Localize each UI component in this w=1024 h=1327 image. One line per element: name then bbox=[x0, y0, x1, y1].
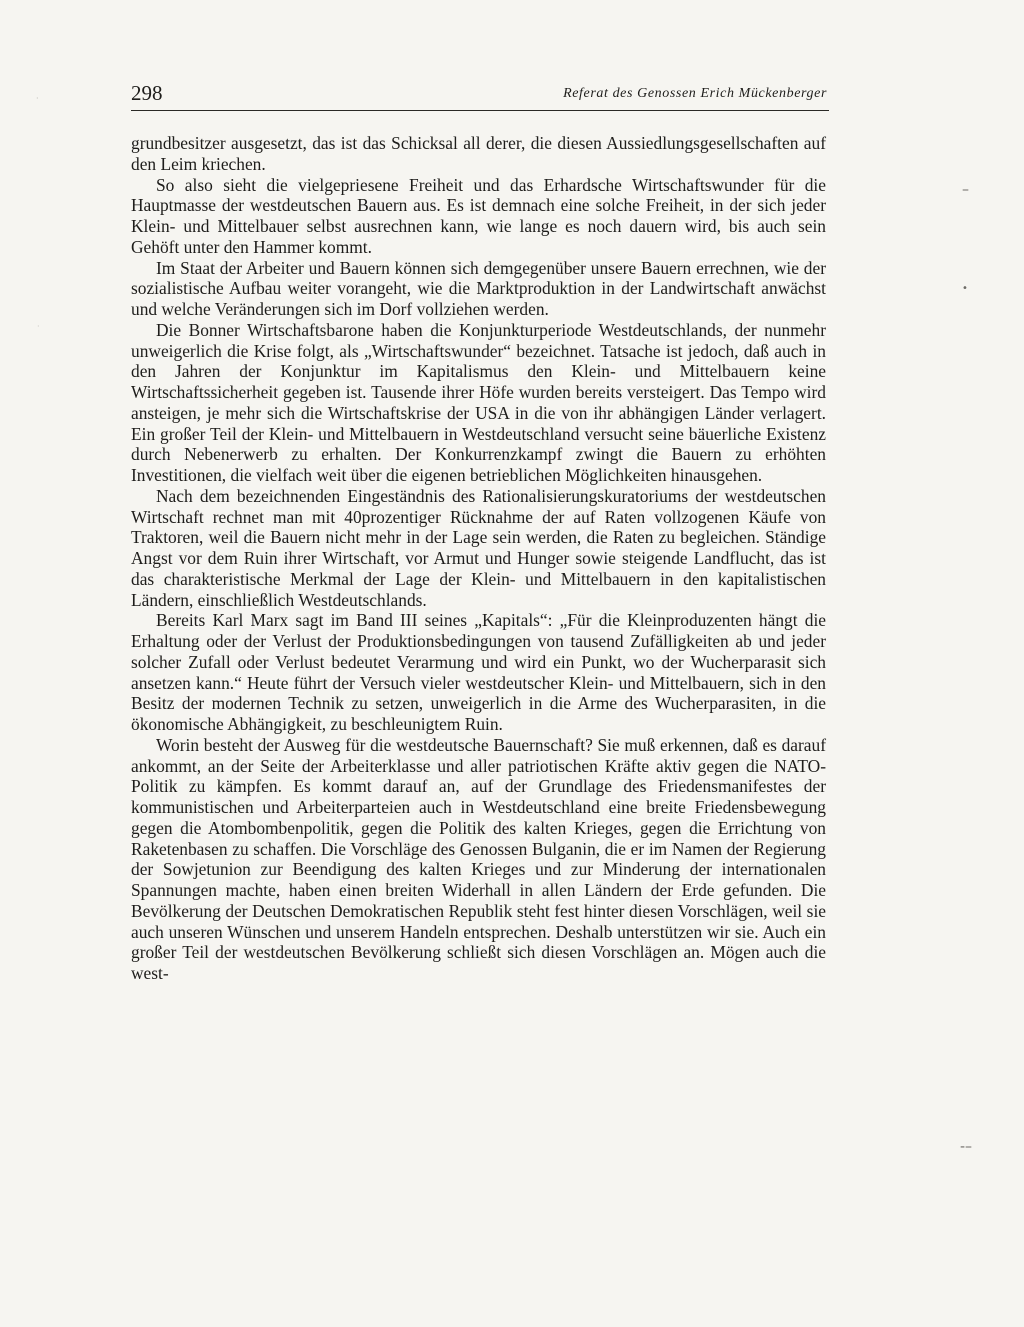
margin-speck-mark: · bbox=[37, 322, 40, 331]
page-header bbox=[131, 80, 829, 111]
margin-speck-mark: · bbox=[36, 94, 39, 103]
paragraph-staat-der-arbeiter: Im Staat der Arbeiter und Bauern können sich demgegenüber unsere Bauern errechnen, wie der sozialistische Aufbau weiter vorangeht, wie die Marktproduktion in der Landwirtschaft anwächst und welche Veränderungen sich im Dorf vollziehen werden. bbox=[131, 257, 826, 319]
paragraph-continued: grundbesitzer ausgesetzt, das ist das Schicksal all derer, die diesen Aussiedlungsgesellschaften auf den Leim kriechen. bbox=[131, 133, 826, 174]
paragraph-bonner-wirtschaftsbarone: Die Bonner Wirtschaftsbarone haben die Konjunkturperiode Westdeutschlands, der nunmehr unweigerlich die Krise folgt, als „Wirtschaftswunder“ bezeichnet. Tatsache ist jedoch, daß auch in den Jahren der Konjunktur im Kapitalismus den Klein- und Mittelbauern keine Wirtschaftssicherheit gegeben ist. Tausende ihrer Höfe wurden bereits versteigert. Das Tempo wird ansteigen, je mehr sich die Wirtschaftskrise der USA in die von ihr abhängigen Länder verlagert. Ein großer Teil der Klein- und Mittelbauern in Westdeutschland versucht seine bäuerliche Existenz durch Nebenerwerb zu erhalten. Der Konkurrenzkampf zwingt die Bauern zu erhöhten Investitionen, die vielfach weit über die eigenen betrieblichen Möglichkeiten hinausgehen. bbox=[131, 319, 826, 485]
margin-dash-mark: – bbox=[962, 182, 969, 198]
paragraph-freiheit: So also sieht die vielgepriesene Freiheit und das Erhardsche Wirtschaftswunder für die Hauptmasse der westdeutschen Bauern aus. Es ist demnach eine solche Freiheit, in der sich jeder Klein- und Mittelbauer selbst ausrechnen kann, wie lange es noch dauern wird, bis auch sein Gehöft unter den Hammer kommt. bbox=[131, 174, 826, 257]
running-head: Referat des Genossen Erich Mückenberger bbox=[563, 86, 827, 101]
margin-dash-mark: -– bbox=[960, 1139, 973, 1155]
body-text bbox=[131, 133, 826, 984]
paragraph-ausweg: Worin besteht der Ausweg für die westdeutsche Bauernschaft? Sie muß erkennen, daß es darauf ankommt, an der Seite der Arbeiterklasse und aller patriotischen Kräfte aktiv gegen die NATO-Politik zu kämpfen. Es kommt darauf an, auf der Grundlage des Friedensmanifestes der kommunistischen und Arbeiterparteien auch in Westdeutschland eine breite Friedensbewegung gegen die Atombombenpolitik, gegen die Politik des kalten Krieges, gegen die Errichtung von Raketenbasen zu schaffen. Die Vorschläge des Genossen Bulganin, die er im Namen der Regierung der Sowjetunion zur Beendigung des kalten Krieges und zur Minderung der internationalen Spannungen machte, haben einen breiten Widerhall in allen Ländern der Erde gefunden. Die Bevölkerung der Deutschen Demokratischen Republik steht fest hinter diesen Vorschlägen, weil sie auch unseren Wünschen und unserem Handeln entsprechen. Deshalb unterstützen wir sie. Auch ein großer Teil der westdeutschen Bevölkerung schließt sich diesen Vorschlägen an. Mögen auch die west- bbox=[131, 734, 826, 983]
page-number: 298 bbox=[131, 81, 163, 105]
paragraph-rationalisierungskuratorium: Nach dem bezeichnenden Eingeständnis des Rationalisierungskuratoriums der westdeutschen Wirtschaft rechnet man mit 40prozentiger Rücknahme der auf Raten vollzogenen Käufe von Traktoren, weil die Bauern nicht mehr in der Lage sein werden, die Raten zu begleichen. Ständige Angst vor dem Ruin ihrer Wirtschaft, vor Armut und Hunger sowie steigende Landflucht, das ist das charakteristische Merkmal der Lage der Klein- und Mittelbauern in den kapitalistischen Ländern, einschließlich Westdeutschlands. bbox=[131, 485, 826, 610]
margin-speck-mark: • bbox=[962, 283, 968, 294]
paragraph-karl-marx-quote: Bereits Karl Marx sagt im Band III seines „Kapitals“: „Für die Kleinproduzenten hängt die Erhaltung oder der Verlust der Produktionsbedingungen von tausend Zufälligkeiten ab und jeder solcher Zufall oder Verlust bedeutet Verarmung und wird ein Punkt, wo der Wucherparasit sich ansetzen kann.“ Heute führt der Versuch vieler westdeutscher Klein- und Mittelbauern, sich in den Besitz der modernen Technik zu setzen, unweigerlich in die Arme des Wucherparasiten, in die ökonomische Abhängigkeit, zu beschleunigtem Ruin. bbox=[131, 610, 826, 734]
